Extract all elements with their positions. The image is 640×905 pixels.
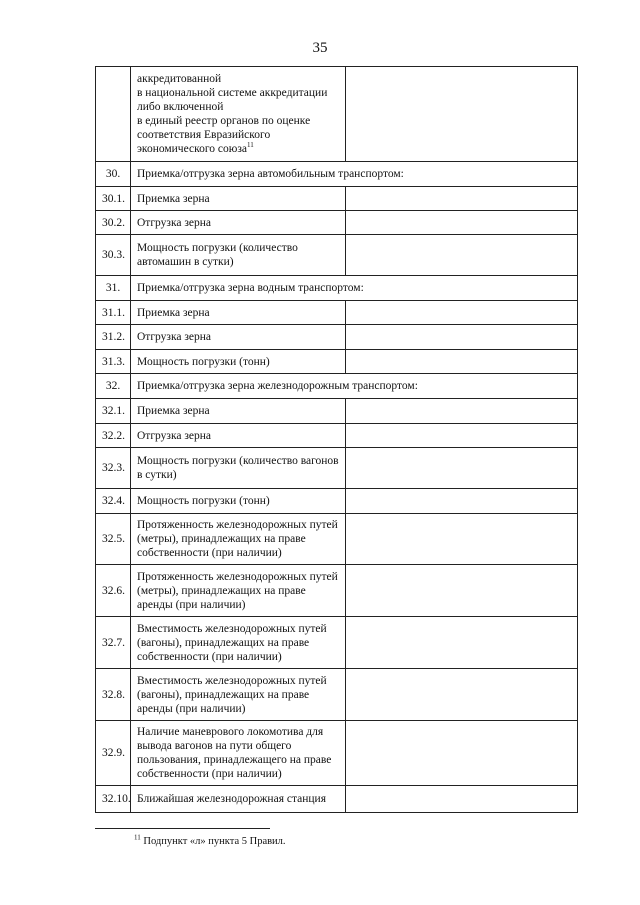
row-number-cell (96, 67, 131, 162)
row-label: Отгрузка зерна (131, 325, 346, 350)
row-value-cell[interactable] (346, 211, 578, 235)
row-label: Мощность погрузки (тонн) (131, 489, 346, 514)
row-value-cell[interactable] (346, 565, 578, 617)
row-number: 32.9. (96, 721, 131, 786)
footnote (134, 833, 286, 847)
continuation-line: аккредитованной (137, 73, 222, 85)
section-heading: Приемка/отгрузка зерна железнодорожным транспортом: (131, 374, 578, 399)
row-label: Ближайшая железнодорожная станция (131, 786, 346, 813)
row-value-cell[interactable] (346, 67, 578, 162)
row-value-cell[interactable] (346, 786, 578, 813)
row-value-cell[interactable] (346, 514, 578, 565)
row-value-cell[interactable] (346, 721, 578, 786)
row-value-cell[interactable] (346, 617, 578, 669)
row-number: 32.1. (96, 399, 131, 424)
table-row (96, 669, 578, 721)
row-label: Приемка зерна (131, 187, 346, 211)
row-value-cell[interactable] (346, 448, 578, 489)
row-label: Отгрузка зерна (131, 211, 346, 235)
row-label: Мощность погрузки (тонн) (131, 350, 346, 374)
continuation-line: в единый реестр органов по оценке (137, 115, 311, 127)
row-number: 32. (96, 374, 131, 399)
section-heading: Приемка/отгрузка зерна водным транспортом: (131, 276, 578, 301)
table-row (96, 399, 578, 424)
table-row (96, 489, 578, 514)
row-number: 30.1. (96, 187, 131, 211)
continuation-line: экономического союза (137, 143, 247, 155)
table-row (96, 424, 578, 448)
row-label: Отгрузка зерна (131, 424, 346, 448)
row-number: 32.10. (96, 786, 131, 813)
table-row (96, 301, 578, 325)
continuation-line: либо включенной (137, 101, 224, 113)
row-value-cell[interactable] (346, 301, 578, 325)
row-label: Приемка зерна (131, 399, 346, 424)
row-label: Приемка зерна (131, 301, 346, 325)
row-value-cell[interactable] (346, 235, 578, 276)
row-number: 32.4. (96, 489, 131, 514)
table-row (96, 235, 578, 276)
row-number: 32.3. (96, 448, 131, 489)
row-label: Наличие маневрового локомотива для вывода вагонов на пути общего пользования, принадлежащего на праве собственности (при наличии) (131, 721, 346, 786)
row-number: 32.2. (96, 424, 131, 448)
row-number: 32.7. (96, 617, 131, 669)
table-row (96, 162, 578, 187)
table-row (96, 565, 578, 617)
table-row (96, 448, 578, 489)
table-row (96, 187, 578, 211)
row-label: Вместимость железнодорожных путей (вагоны), принадлежащих на праве собственности (при наличии) (131, 617, 346, 669)
footnote-divider (95, 828, 270, 829)
row-number: 30.2. (96, 211, 131, 235)
row-value-cell[interactable] (346, 350, 578, 374)
table-row (96, 617, 578, 669)
row-value-cell[interactable] (346, 187, 578, 211)
row-label: Протяженность железнодорожных путей (метры), принадлежащих на праве аренды (при наличии) (131, 565, 346, 617)
row-value-cell[interactable] (346, 325, 578, 350)
form-table (95, 66, 578, 813)
page-number: 35 (312, 40, 328, 56)
table-row (96, 374, 578, 399)
section-heading: Приемка/отгрузка зерна автомобильным транспортом: (131, 162, 578, 187)
table-row (96, 276, 578, 301)
table-row (96, 514, 578, 565)
table-row (96, 350, 578, 374)
footnote-reference: 11 (247, 141, 254, 150)
row-label: Протяженность железнодорожных путей (метры), принадлежащих на праве собственности (при наличии) (131, 514, 346, 565)
table-row (96, 325, 578, 350)
row-value-cell[interactable] (346, 424, 578, 448)
table-row (96, 211, 578, 235)
row-number: 30.3. (96, 235, 131, 276)
table-row (96, 67, 578, 162)
table-row (96, 721, 578, 786)
footnote-text: Подпункт «л» пункта 5 Правил. (140, 836, 286, 847)
row-label-cell (131, 67, 346, 162)
row-value-cell[interactable] (346, 399, 578, 424)
footnote-marker: 11 (134, 833, 141, 842)
row-number: 31.2. (96, 325, 131, 350)
row-value-cell[interactable] (346, 489, 578, 514)
row-number: 31.3. (96, 350, 131, 374)
continuation-line: соответствия Евразийского (137, 129, 271, 141)
row-label: Мощность погрузки (количество автомашин в сутки) (131, 235, 346, 276)
row-number: 32.6. (96, 565, 131, 617)
table-row (96, 786, 578, 813)
row-number: 30. (96, 162, 131, 187)
row-label: Мощность погрузки (количество вагонов в сутки) (131, 448, 346, 489)
row-label: Вместимость железнодорожных путей (вагоны), принадлежащих на праве аренды (при наличии) (131, 669, 346, 721)
row-number: 32.8. (96, 669, 131, 721)
row-value-cell[interactable] (346, 669, 578, 721)
row-number: 31.1. (96, 301, 131, 325)
continuation-line: в национальной системе аккредитации (137, 87, 328, 99)
row-number: 32.5. (96, 514, 131, 565)
row-number: 31. (96, 276, 131, 301)
